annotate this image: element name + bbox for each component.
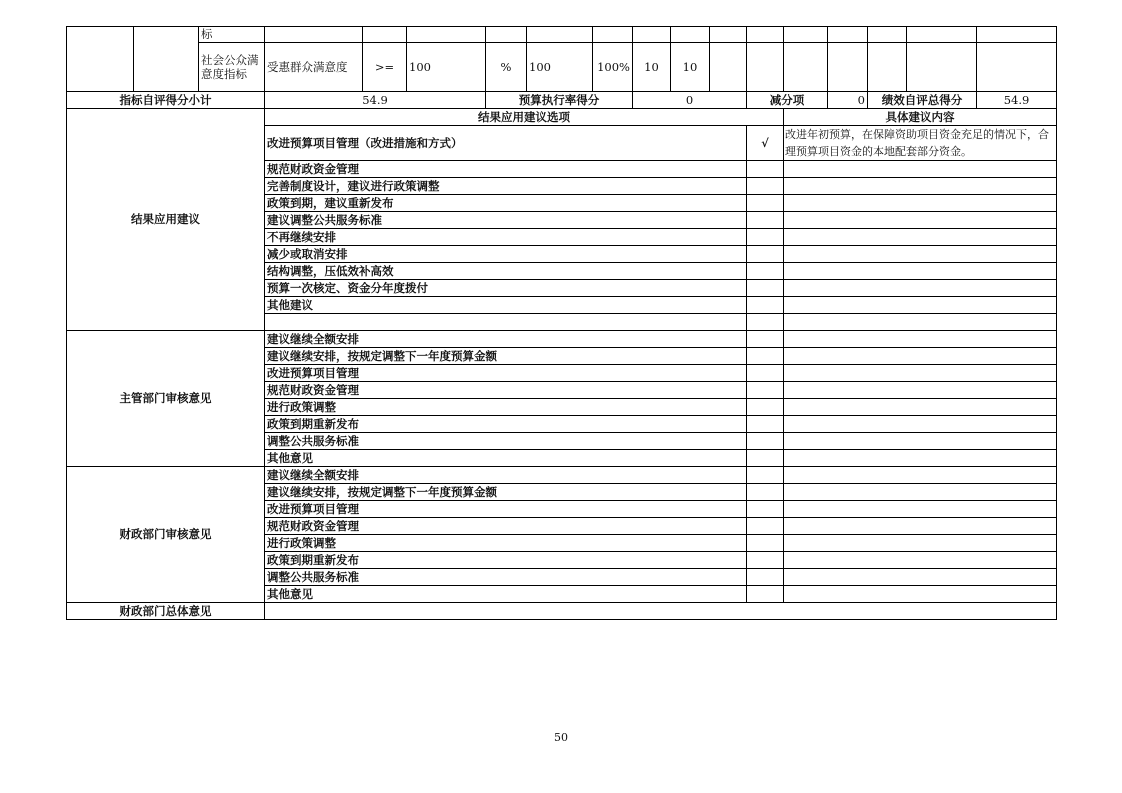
results-options-header: 结果应用建议选项 [265, 109, 784, 126]
dept-review-label: 主管部门审核意见 [67, 331, 265, 467]
option-label: 政策到期重新发布 [265, 416, 747, 433]
option-label: 政策到期，建议重新发布 [265, 195, 747, 212]
check-mark: √ [747, 126, 784, 161]
page-number: 50 [554, 731, 568, 744]
option-label: 完善制度设计，建议进行政策调整 [265, 178, 747, 195]
results-content-header: 具体建议内容 [784, 109, 1057, 126]
performance-evaluation-table [66, 26, 1057, 620]
option-label: 建议继续安排，按规定调整下一年度预算金额 [265, 484, 747, 501]
option-label: 规范财政资金管理 [265, 382, 747, 399]
option-label: 建议调整公共服务标准 [265, 212, 747, 229]
budget-rate-label: 预算执行率得分 [486, 92, 633, 109]
list-item [67, 467, 1057, 484]
score-summary-row [67, 92, 1057, 109]
metric-name: 受惠群众满意度 [265, 43, 363, 92]
indicator-weight: 10 [633, 43, 671, 92]
total-score-label: 绩效自评总得分 [868, 92, 977, 109]
option-label: 建议继续全额安排 [265, 331, 747, 348]
results-section-label: 结果应用建议 [67, 109, 265, 331]
overall-opinion-value [265, 603, 1057, 620]
indicator-row-partial [67, 27, 1057, 43]
option-label: 调整公共服务标准 [265, 433, 747, 450]
option-label: 调整公共服务标准 [265, 569, 747, 586]
option-label: 改进预算项目管理 [265, 365, 747, 382]
overall-opinion-row [67, 603, 1057, 620]
deduction-label: 减分项 [747, 92, 828, 109]
target-value: 100 [407, 43, 486, 92]
option-label: 其他意见 [265, 450, 747, 467]
completion-rate: 100% [593, 43, 633, 92]
actual-value: 100 [527, 43, 593, 92]
overall-opinion-label: 财政部门总体意见 [67, 603, 265, 620]
option-label: 进行政策调整 [265, 399, 747, 416]
option-label: 其他建议 [265, 297, 747, 314]
target-unit: % [486, 43, 527, 92]
option-label: 不再继续安排 [265, 229, 747, 246]
option-label: 其他意见 [265, 586, 747, 603]
finance-review-label: 财政部门审核意见 [67, 467, 265, 603]
option-label: 减少或取消安排 [265, 246, 747, 263]
list-item [67, 331, 1057, 348]
option-label: 建议继续安排，按规定调整下一年度预算金额 [265, 348, 747, 365]
option-label: 建议继续全额安排 [265, 467, 747, 484]
indicator-row-satisfaction [67, 43, 1057, 92]
option-label: 规范财政资金管理 [265, 161, 747, 178]
option-label: 规范财政资金管理 [265, 518, 747, 535]
option-label: 结构调整，压低效补高效 [265, 263, 747, 280]
option-label: 改进预算项目管理 [265, 501, 747, 518]
suggestion-content: 改进年初预算，在保障资助项目资金充足的情况下，合理预算项目资金的本地配套部分资金。 [784, 126, 1057, 161]
option-label: 政策到期重新发布 [265, 552, 747, 569]
option-label: 改进预算项目管理（改进措施和方式） [265, 126, 747, 161]
total-score-value: 54.9 [977, 92, 1057, 109]
metric-operator: >= [363, 43, 407, 92]
budget-rate-value: 0 [633, 92, 747, 109]
deduction-value: 0 [828, 92, 868, 109]
indicator-score: 10 [671, 43, 710, 92]
indicator-name: 社会公众满意度指标 [199, 43, 265, 92]
indicator-name-tail: 标 [199, 27, 265, 43]
option-label: 进行政策调整 [265, 535, 747, 552]
results-header-row [67, 109, 1057, 126]
subtotal-value: 54.9 [265, 92, 486, 109]
subtotal-label: 指标自评得分小计 [67, 92, 265, 109]
option-label: 预算一次核定、资金分年度拨付 [265, 280, 747, 297]
